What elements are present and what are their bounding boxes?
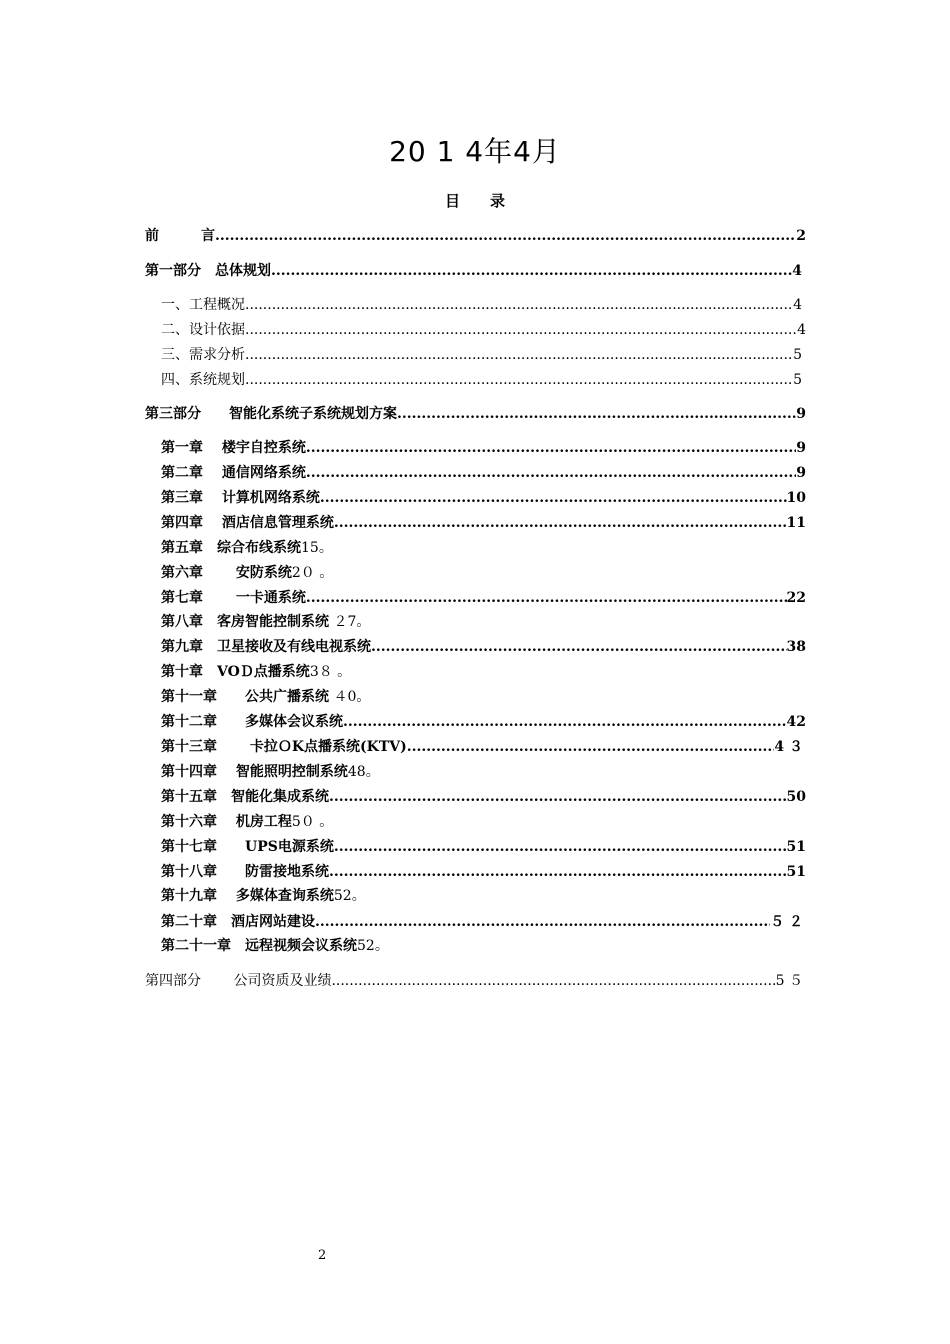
toc-leader-dots	[215, 226, 796, 246]
toc-entry-page: 2０ 。	[291, 565, 334, 581]
toc-entry[interactable]	[161, 438, 806, 458]
toc-leader-dots	[343, 712, 787, 732]
toc-entry-label: 第三章 计算机网络系统	[161, 490, 320, 506]
toc-entry-page: 4 ３	[774, 739, 803, 755]
toc-entry-page: 4	[793, 297, 802, 313]
toc-entry[interactable]	[161, 345, 802, 365]
toc-entry-label: 第六章 安防系统	[161, 565, 292, 581]
toc-leader-dots	[315, 912, 770, 932]
toc-entry-page: 38	[786, 639, 806, 655]
toc-entry-page: 4	[792, 263, 802, 279]
toc-leader-dots	[397, 404, 796, 424]
toc-entry-page: 9	[796, 440, 806, 456]
toc-entry[interactable]	[161, 588, 806, 608]
toc-entry-label: 第二章 通信网络系统	[161, 465, 306, 481]
toc-entry[interactable]	[161, 812, 333, 832]
toc-entry-page: 52。	[333, 888, 366, 904]
toc-entry-page: 5	[793, 372, 802, 388]
toc-entry-label: 第十七章 UPS电源系统	[161, 839, 334, 855]
toc-entry[interactable]	[161, 513, 806, 533]
toc-entry-page: ４0。	[329, 689, 371, 705]
toc-entry-page: 9	[796, 465, 806, 481]
toc-entry-label: 第十五章 智能化集成系统	[161, 789, 329, 805]
toc-entry[interactable]	[145, 261, 802, 281]
toc-entry[interactable]	[161, 712, 806, 732]
toc-entry[interactable]	[161, 370, 802, 390]
toc-entry[interactable]	[161, 837, 806, 857]
toc-entry-page: ５ ２	[770, 914, 803, 930]
toc-entry-page: 10	[786, 490, 806, 506]
toc-entry-label: 第八章 客房智能控制系统	[161, 614, 329, 630]
toc-leader-dots	[407, 737, 775, 757]
toc-entry-page: 51	[786, 864, 806, 880]
toc-entry[interactable]	[161, 612, 370, 632]
toc-entry[interactable]	[145, 971, 803, 991]
toc-entry-page: 42	[786, 714, 806, 730]
toc-entry-page: 5０ 。	[291, 814, 334, 830]
toc-entry-label: 第一章 楼宇自控系统	[161, 440, 306, 456]
toc-leader-dots	[331, 971, 775, 991]
toc-entry-label: 第二十章 酒店网站建设	[161, 914, 315, 930]
toc-leader-dots	[245, 295, 793, 315]
toc-entry-label: 四、系统规划	[161, 372, 245, 388]
toc-entry-page: 4	[797, 322, 806, 338]
toc-entry[interactable]	[145, 226, 806, 246]
toc-entry-page: ２7。	[329, 614, 371, 630]
toc-entry-page: 22	[786, 590, 806, 606]
toc-entry-label: 前 言	[145, 228, 215, 244]
toc-leader-dots	[306, 438, 796, 458]
toc-leader-dots	[245, 345, 793, 365]
toc-entry[interactable]	[161, 886, 366, 906]
toc-entry-label: 第四章 酒店信息管理系统	[161, 515, 334, 531]
toc-entry-label: 第十一章 公共广播系统	[161, 689, 329, 705]
toc-entry-page: 15。	[301, 540, 333, 556]
toc-leader-dots	[306, 463, 796, 483]
toc-leader-dots	[334, 513, 787, 533]
toc-entry-label: 第三部分 智能化系统子系统规划方案	[145, 406, 397, 422]
toc-entry-page: 3８ 。	[309, 664, 352, 680]
toc-entry-label: 第四部分 公司资质及业绩	[145, 973, 332, 989]
toc-entry-label: 第七章 一卡通系统	[161, 590, 306, 606]
toc-entry-label: 第九章 卫星接收及有线电视系统	[161, 639, 371, 655]
toc-entry-label: 第十四章 智能照明控制系统	[161, 764, 348, 780]
toc-entry[interactable]	[161, 662, 351, 682]
toc-entry-label: 第二十一章 远程视频会议系统	[161, 938, 357, 954]
toc-entry-label: 第十六章 机房工程	[161, 814, 292, 830]
toc-entry-page: 5 ５	[775, 973, 803, 989]
toc-entry[interactable]	[161, 912, 803, 932]
toc-leader-dots	[271, 261, 792, 281]
toc-leader-dots	[329, 862, 787, 882]
toc-entry-page: 2	[796, 228, 806, 244]
toc-leader-dots	[371, 637, 787, 657]
toc-entry-page: 9	[796, 406, 806, 422]
toc-entry-label: 第十九章 多媒体查询系统	[161, 888, 334, 904]
toc-entry[interactable]	[161, 295, 802, 315]
toc-entry-page: 11	[786, 515, 806, 531]
toc-entry-label: 第十章 VOＤ点播系统	[161, 664, 310, 680]
toc-entry-label: 第十八章 防雷接地系统	[161, 864, 329, 880]
toc-leader-dots	[245, 320, 797, 340]
toc-entry[interactable]	[161, 463, 806, 483]
toc-entry[interactable]	[161, 563, 333, 583]
toc-leader-dots	[245, 370, 793, 390]
toc-leader-dots	[320, 488, 787, 508]
toc-entry[interactable]	[161, 320, 806, 340]
toc-entry-page: 48。	[347, 764, 380, 780]
toc-entry-label: 二、设计依据	[161, 322, 245, 338]
toc-entry-label: 三、需求分析	[161, 347, 245, 363]
toc-entry-label: 第十二章 多媒体会议系统	[161, 714, 343, 730]
toc-entry[interactable]	[161, 762, 380, 782]
toc-entry[interactable]	[161, 737, 803, 757]
toc-entry[interactable]	[161, 787, 806, 807]
toc-heading: 目 录	[444, 192, 505, 210]
toc-entry[interactable]	[161, 687, 370, 707]
toc-entry-page: 50	[786, 789, 806, 805]
toc-entry[interactable]	[145, 404, 806, 424]
toc-leader-dots	[334, 837, 787, 857]
toc-entry-label: 第一部分 总体规划	[145, 263, 271, 279]
toc-entry-label: 一、工程概况	[161, 297, 245, 313]
toc-entry[interactable]	[161, 538, 333, 558]
toc-entry[interactable]	[161, 936, 389, 956]
toc-entry[interactable]	[161, 637, 806, 657]
document-date-title: 20 1 4年4月	[389, 135, 561, 168]
toc-leader-dots	[329, 787, 787, 807]
toc-entry-page: 5	[793, 347, 802, 363]
toc-entry-label: 第十三章 卡拉ＯK点播系统(KTV)	[161, 739, 407, 755]
toc-entry-page: 52。	[357, 938, 389, 954]
toc-leader-dots	[306, 588, 787, 608]
toc-entry-page: 51	[786, 839, 806, 855]
page-number: 2	[318, 1248, 327, 1263]
toc-entry-label: 第五章 综合布线系统	[161, 540, 301, 556]
toc-entry[interactable]	[161, 488, 806, 508]
toc-entry[interactable]	[161, 862, 806, 882]
